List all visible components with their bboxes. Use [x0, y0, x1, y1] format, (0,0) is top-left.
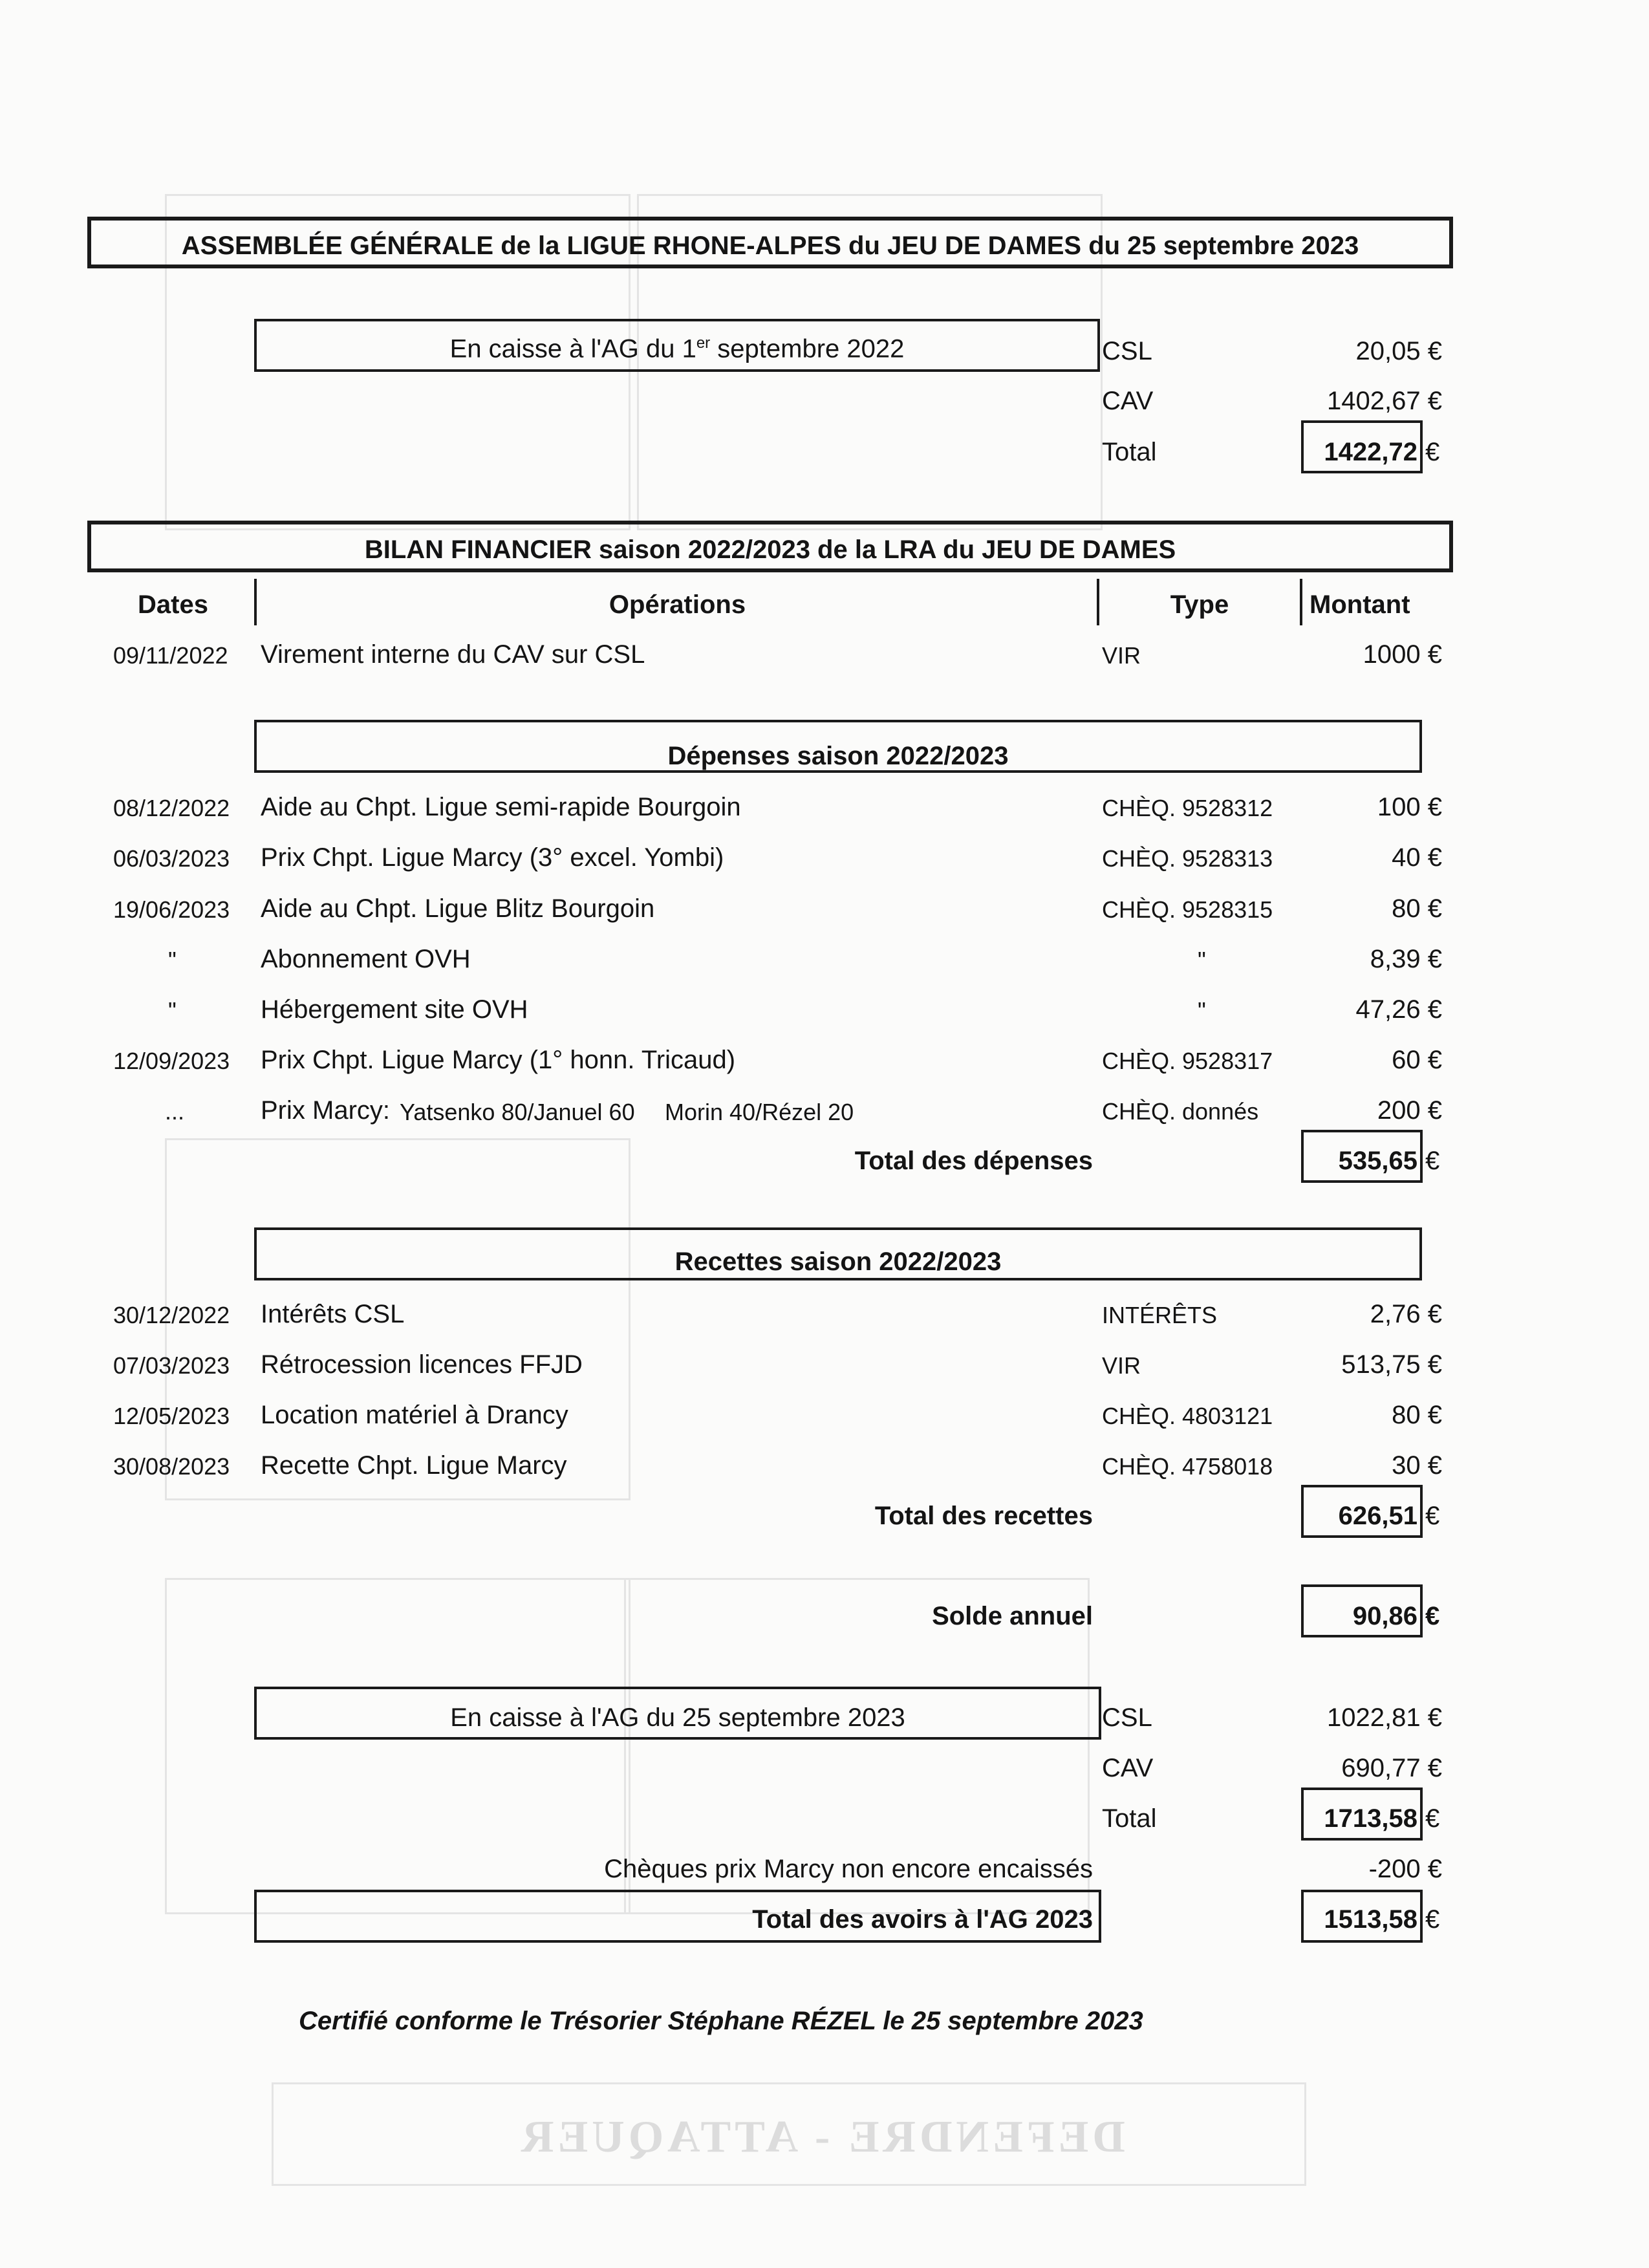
depense-type-ditto: " [1198, 947, 1206, 973]
cheques-outstanding-label: Chèques prix Marcy non encore encaissés [604, 1855, 1093, 1883]
transfer-operation: Virement interne du CAV sur CSL [261, 640, 645, 669]
depense-type-ditto: " [1198, 997, 1206, 1024]
closing-total-currency: € [1425, 1804, 1440, 1833]
depense-operation: Abonnement OVH [261, 945, 471, 973]
depense-date-ditto: " [168, 947, 177, 973]
depenses-total-currency: € [1425, 1147, 1440, 1175]
transfer-type: VIR [1102, 642, 1141, 669]
depense-operation: Aide au Chpt. Ligue Blitz Bourgoin [261, 894, 655, 923]
bleed-through-mirrored-text: DEFENDRE - ATTAQUER [517, 2112, 1125, 2162]
column-header-montant: Montant [1310, 590, 1410, 619]
depense-operation-marcy-detail: Yatsenko 80/Januel 60 [400, 1099, 635, 1125]
avoirs-label: Total des avoirs à l'AG 2023 [752, 1905, 1093, 1934]
column-header-operations: Opérations [609, 590, 746, 619]
recette-type: CHÈQ. 4803121 [1102, 1403, 1273, 1429]
depense-operation-marcy-detail: Morin 40/Rézel 20 [665, 1099, 854, 1125]
depense-type: CHÈQ. 9528317 [1102, 1048, 1273, 1074]
closing-csl-value: 1022,81 € [1327, 1703, 1442, 1732]
opening-label: En caisse à l'AG du 1er septembre 2022 [449, 334, 905, 363]
depense-date-ellipsis: ... [165, 1098, 185, 1125]
opening-total-value: 1422,72 [1324, 438, 1417, 466]
depense-operation: Aide au Chpt. Ligue semi-rapide Bourgoin [261, 793, 741, 821]
recette-amount: 2,76 € [1370, 1300, 1442, 1328]
solde-currency: € [1425, 1602, 1440, 1630]
recettes-total-label: Total des recettes [874, 1502, 1093, 1530]
column-divider [1300, 579, 1302, 625]
recette-amount: 80 € [1392, 1401, 1442, 1429]
bilan-title: BILAN FINANCIER saison 2022/2023 de la LRA du JEU DE DAMES [364, 535, 1176, 564]
recette-date: 12/05/2023 [113, 1403, 230, 1429]
recette-operation: Intérêts CSL [261, 1300, 405, 1328]
depense-type: CHÈQ. 9528315 [1102, 896, 1273, 923]
depenses-total-value: 535,65 [1338, 1147, 1417, 1175]
column-header-type: Type [1170, 590, 1229, 619]
opening-cav-label: CAV [1102, 387, 1154, 415]
depense-amount: 8,39 € [1370, 945, 1442, 973]
column-header-dates: Dates [138, 590, 208, 619]
recette-date: 07/03/2023 [113, 1352, 230, 1379]
closing-cav-label: CAV [1102, 1754, 1154, 1782]
transfer-date: 09/11/2022 [113, 642, 228, 669]
depense-operation: Hébergement site OVH [261, 995, 528, 1024]
depense-amount: 60 € [1392, 1046, 1442, 1074]
recette-type: VIR [1102, 1352, 1141, 1379]
depense-date-ditto: " [168, 997, 177, 1024]
page-title: ASSEMBLÉE GÉNÉRALE de la LIGUE RHONE-ALPES du JEU DE DAMES du 25 septembre 2023 [181, 232, 1359, 260]
closing-cav-value: 690,77 € [1341, 1754, 1442, 1782]
recette-operation: Location matériel à Drancy [261, 1401, 568, 1429]
depense-date: 08/12/2022 [113, 795, 230, 821]
closing-total-label: Total [1102, 1804, 1157, 1833]
recette-operation: Rétrocession licences FFJD [261, 1350, 583, 1379]
recette-amount: 513,75 € [1341, 1350, 1442, 1379]
depense-date: 19/06/2023 [113, 896, 230, 923]
depense-operation: Prix Chpt. Ligue Marcy (3° excel. Yombi) [261, 843, 724, 872]
opening-total-currency: € [1425, 438, 1440, 466]
depense-amount: 40 € [1392, 843, 1442, 872]
depense-amount: 47,26 € [1355, 995, 1442, 1024]
transfer-amount: 1000 € [1363, 640, 1442, 669]
column-divider [254, 579, 257, 625]
closing-csl-label: CSL [1102, 1703, 1152, 1732]
opening-total-label: Total [1102, 438, 1157, 466]
depenses-total-label: Total des dépenses [854, 1147, 1093, 1175]
recette-type: INTÉRÊTS [1102, 1302, 1218, 1328]
depense-amount: 80 € [1392, 894, 1442, 923]
avoirs-total-currency: € [1425, 1905, 1440, 1934]
closing-total-value: 1713,58 [1324, 1804, 1417, 1833]
depense-type: CHÈQ. donnés [1102, 1098, 1259, 1125]
recette-amount: 30 € [1392, 1451, 1442, 1480]
recette-date: 30/08/2023 [113, 1453, 230, 1480]
depense-amount: 100 € [1377, 793, 1442, 821]
recette-date: 30/12/2022 [113, 1302, 230, 1328]
closing-label: En caisse à l'AG du 25 septembre 2023 [450, 1703, 905, 1732]
recettes-title: Recettes saison 2022/2023 [674, 1247, 1002, 1276]
recettes-total-currency: € [1425, 1502, 1440, 1530]
solde-label: Solde annuel [932, 1602, 1093, 1630]
depense-operation-marcy: Prix Marcy: [261, 1096, 390, 1125]
opening-cav-value: 1402,67 € [1327, 387, 1442, 415]
column-divider [1097, 579, 1099, 625]
depense-operation: Prix Chpt. Ligue Marcy (1° honn. Tricaud) [261, 1046, 736, 1074]
depense-date: 12/09/2023 [113, 1048, 230, 1074]
opening-csl-value: 20,05 € [1355, 337, 1442, 365]
recettes-total-value: 626,51 [1338, 1502, 1417, 1530]
cheques-outstanding-value: -200 € [1368, 1855, 1442, 1883]
opening-csl-label: CSL [1102, 337, 1152, 365]
depenses-title: Dépenses saison 2022/2023 [667, 742, 1009, 770]
certification-note: Certifié conforme le Trésorier Stéphane RÉZEL le 25 septembre 2023 [299, 2007, 1143, 2035]
depense-type: CHÈQ. 9528312 [1102, 795, 1273, 821]
recette-operation: Recette Chpt. Ligue Marcy [261, 1451, 567, 1480]
recette-type: CHÈQ. 4758018 [1102, 1453, 1273, 1480]
depense-type: CHÈQ. 9528313 [1102, 845, 1273, 872]
depense-amount: 200 € [1377, 1096, 1442, 1125]
avoirs-total-value: 1513,58 [1324, 1905, 1417, 1934]
depense-date: 06/03/2023 [113, 845, 230, 872]
solde-value: 90,86 [1352, 1602, 1417, 1630]
